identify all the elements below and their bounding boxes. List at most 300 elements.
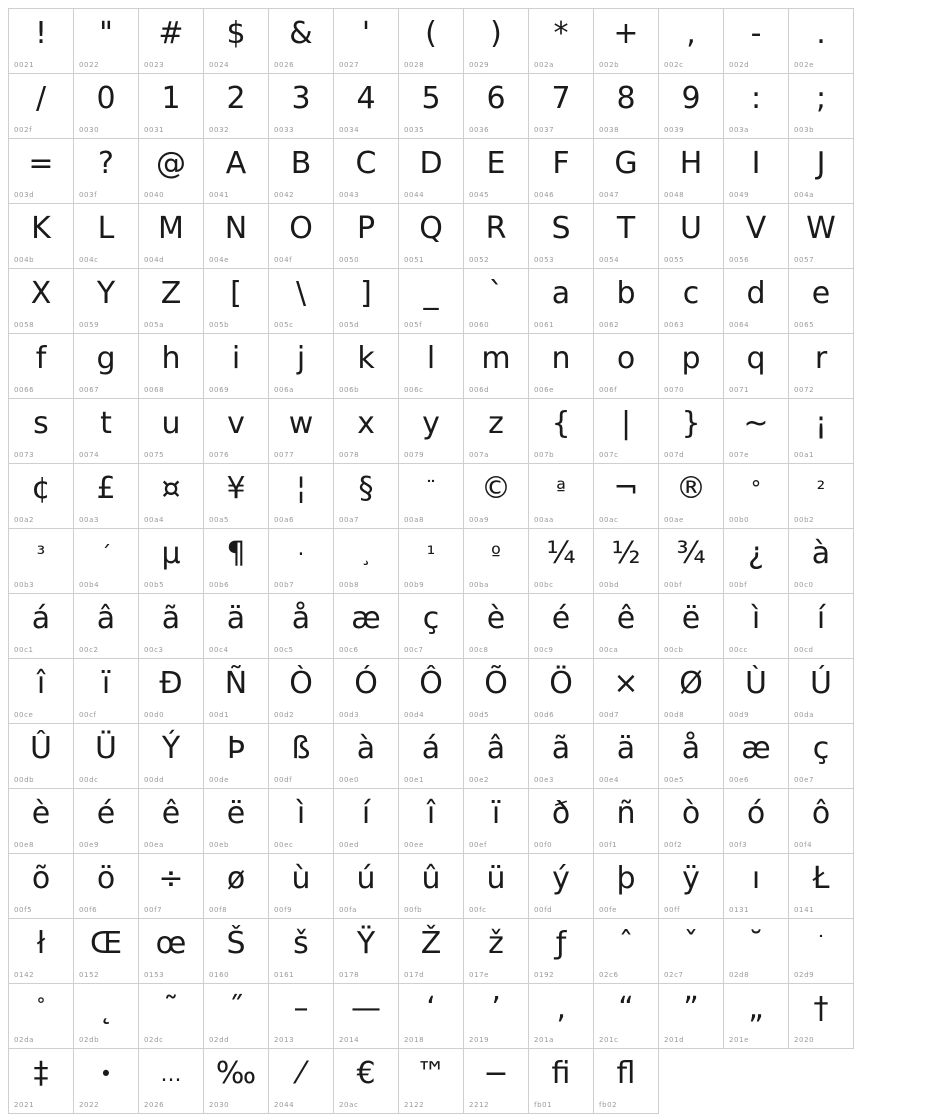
glyph-cell[interactable] [204, 269, 269, 334]
glyph-cell[interactable] [139, 399, 204, 464]
glyph-cell[interactable] [334, 334, 399, 399]
glyph-cell[interactable] [594, 9, 659, 74]
glyph-cell[interactable] [529, 399, 594, 464]
glyph-cell[interactable] [724, 854, 789, 919]
glyph-cell[interactable] [529, 854, 594, 919]
glyph-cell[interactable] [529, 659, 594, 724]
glyph-cell[interactable] [594, 724, 659, 789]
glyph-cell[interactable] [139, 464, 204, 529]
glyph-codepoint: 003d [14, 191, 35, 199]
glyph-cell[interactable] [659, 529, 724, 594]
glyph-cell[interactable] [204, 659, 269, 724]
glyph-cell[interactable] [789, 204, 854, 269]
glyph-cell[interactable] [74, 334, 139, 399]
glyph-codepoint: 00aa [534, 516, 554, 524]
glyph-cell[interactable] [789, 74, 854, 139]
glyph-cell[interactable] [594, 594, 659, 659]
glyph-cell[interactable] [204, 464, 269, 529]
glyph-cell[interactable] [659, 9, 724, 74]
glyph-cell[interactable] [659, 139, 724, 204]
glyph-cell[interactable] [464, 464, 529, 529]
glyph-codepoint: 00e1 [404, 776, 425, 784]
glyph-cell[interactable] [594, 529, 659, 594]
glyph-cell[interactable] [334, 594, 399, 659]
glyph-cell[interactable] [464, 594, 529, 659]
glyph-cell[interactable] [724, 334, 789, 399]
glyph-cell[interactable] [399, 594, 464, 659]
glyph-codepoint: 02db [79, 1036, 100, 1044]
glyph-codepoint: 0021 [14, 61, 35, 69]
glyph-cell[interactable] [139, 594, 204, 659]
glyph-cell[interactable] [139, 789, 204, 854]
glyph-cell[interactable] [269, 659, 334, 724]
glyph-cell[interactable] [399, 919, 464, 984]
glyph-cell[interactable] [529, 464, 594, 529]
glyph-cell[interactable] [139, 724, 204, 789]
glyph-cell[interactable] [204, 1049, 269, 1114]
glyph-cell[interactable] [269, 724, 334, 789]
glyph-cell[interactable] [74, 9, 139, 74]
glyph-cell[interactable] [399, 789, 464, 854]
glyph-cell[interactable] [789, 269, 854, 334]
glyph-cell[interactable] [529, 984, 594, 1049]
glyph-cell[interactable] [464, 334, 529, 399]
glyph-cell[interactable] [399, 269, 464, 334]
glyph-cell[interactable] [464, 854, 529, 919]
glyph-character: x [357, 406, 375, 441]
glyph-cell[interactable] [334, 74, 399, 139]
glyph-cell[interactable] [464, 74, 529, 139]
glyph-cell[interactable] [9, 529, 74, 594]
glyph-codepoint: 02da [14, 1036, 35, 1044]
glyph-cell[interactable] [464, 269, 529, 334]
glyph-cell[interactable] [74, 724, 139, 789]
glyph-cell[interactable] [74, 139, 139, 204]
glyph-character: ì [751, 601, 761, 636]
glyph-cell[interactable] [399, 139, 464, 204]
glyph-character: † [813, 991, 829, 1026]
glyph-character: Ó [354, 666, 378, 701]
glyph-cell[interactable] [594, 854, 659, 919]
glyph-character: T [616, 211, 636, 246]
glyph-character: Õ [484, 666, 508, 701]
glyph-cell[interactable] [9, 139, 74, 204]
glyph-cell[interactable] [594, 139, 659, 204]
glyph-cell[interactable] [724, 594, 789, 659]
glyph-cell[interactable] [269, 789, 334, 854]
glyph-cell[interactable] [724, 984, 789, 1049]
glyph-cell[interactable] [9, 334, 74, 399]
glyph-cell[interactable] [74, 74, 139, 139]
glyph-character: I [751, 146, 761, 181]
glyph-cell[interactable] [204, 919, 269, 984]
glyph-codepoint: 0042 [274, 191, 295, 199]
glyph-cell[interactable] [659, 399, 724, 464]
glyph-cell[interactable] [789, 789, 854, 854]
glyph-cell[interactable] [139, 269, 204, 334]
glyph-cell[interactable] [659, 919, 724, 984]
glyph-cell[interactable] [789, 919, 854, 984]
glyph-codepoint: 00e6 [729, 776, 750, 784]
glyph-cell[interactable] [269, 984, 334, 1049]
glyph-cell[interactable] [529, 139, 594, 204]
glyph-cell[interactable] [724, 9, 789, 74]
glyph-codepoint: 0068 [144, 386, 165, 394]
glyph-character: ï [101, 666, 111, 701]
glyph-character: ª [556, 477, 566, 501]
glyph-cell[interactable] [659, 724, 724, 789]
glyph-cell[interactable] [334, 269, 399, 334]
glyph-cell[interactable] [724, 204, 789, 269]
glyph-cell[interactable] [269, 74, 334, 139]
glyph-cell[interactable] [269, 854, 334, 919]
glyph-character: í [816, 601, 826, 636]
glyph-codepoint: 00c7 [404, 646, 424, 654]
glyph-cell[interactable] [594, 984, 659, 1049]
glyph-character: á [421, 731, 441, 766]
glyph-codepoint: 005b [209, 321, 230, 329]
glyph-cell[interactable] [139, 9, 204, 74]
glyph-codepoint: 0052 [469, 256, 490, 264]
glyph-codepoint: 0079 [404, 451, 425, 459]
glyph-cell[interactable] [724, 529, 789, 594]
glyph-codepoint: 0049 [729, 191, 750, 199]
glyph-character: F [552, 146, 570, 181]
glyph-cell[interactable] [659, 74, 724, 139]
glyph-cell[interactable] [529, 724, 594, 789]
glyph-cell[interactable] [464, 789, 529, 854]
glyph-cell[interactable] [204, 529, 269, 594]
glyph-character: \ [295, 276, 307, 311]
glyph-character: Ð [159, 666, 183, 701]
glyph-cell[interactable] [204, 334, 269, 399]
glyph-codepoint: 0160 [209, 971, 230, 979]
glyph-cell[interactable] [334, 9, 399, 74]
glyph-cell[interactable] [659, 789, 724, 854]
glyph-cell[interactable] [204, 74, 269, 139]
glyph-cell[interactable] [724, 139, 789, 204]
glyph-cell[interactable] [529, 529, 594, 594]
glyph-cell[interactable] [594, 334, 659, 399]
glyph-cell[interactable] [139, 919, 204, 984]
glyph-character: × [613, 666, 639, 701]
glyph-cell[interactable] [139, 204, 204, 269]
glyph-character: ½ [611, 536, 641, 571]
glyph-cell[interactable] [529, 919, 594, 984]
glyph-cell[interactable] [9, 1049, 74, 1114]
glyph-codepoint: 201e [729, 1036, 750, 1044]
glyph-cell[interactable] [9, 659, 74, 724]
glyph-character: Z [160, 276, 182, 311]
glyph-codepoint: 00c8 [469, 646, 489, 654]
glyph-cell[interactable] [269, 1049, 334, 1114]
glyph-cell[interactable] [9, 399, 74, 464]
glyph-cell[interactable] [9, 594, 74, 659]
glyph-codepoint: 0030 [79, 126, 100, 134]
glyph-cell[interactable] [269, 204, 334, 269]
glyph-cell[interactable] [399, 9, 464, 74]
glyph-codepoint: 007a [469, 451, 490, 459]
glyph-character: ” [683, 991, 699, 1026]
glyph-character: £ [96, 471, 116, 506]
glyph-cell[interactable] [659, 984, 724, 1049]
glyph-cell[interactable] [204, 984, 269, 1049]
glyph-cell[interactable] [334, 1049, 399, 1114]
glyph-cell[interactable] [9, 204, 74, 269]
glyph-character: ¼ [546, 536, 576, 571]
glyph-cell[interactable] [789, 659, 854, 724]
glyph-cell[interactable] [789, 9, 854, 74]
glyph-codepoint: 00d0 [144, 711, 165, 719]
glyph-character: ﬂ [616, 1056, 636, 1091]
glyph-cell[interactable] [464, 204, 529, 269]
glyph-character: ³ [36, 542, 46, 566]
glyph-cell[interactable] [724, 74, 789, 139]
glyph-cell[interactable] [399, 854, 464, 919]
glyph-codepoint: 0036 [469, 126, 490, 134]
glyph-cell[interactable] [529, 9, 594, 74]
glyph-character: ‡ [33, 1056, 49, 1091]
glyph-character: = [28, 146, 54, 181]
glyph-cell[interactable] [659, 269, 724, 334]
glyph-cell[interactable] [789, 464, 854, 529]
glyph-cell[interactable] [789, 334, 854, 399]
glyph-cell[interactable] [529, 204, 594, 269]
glyph-cell[interactable] [594, 659, 659, 724]
glyph-cell[interactable] [789, 529, 854, 594]
glyph-cell[interactable] [399, 1049, 464, 1114]
glyph-cell[interactable] [204, 789, 269, 854]
glyph-cell[interactable] [9, 919, 74, 984]
glyph-cell[interactable] [529, 594, 594, 659]
glyph-cell[interactable] [464, 399, 529, 464]
glyph-codepoint: 00ac [599, 516, 619, 524]
glyph-cell[interactable] [9, 854, 74, 919]
glyph-cell[interactable] [74, 269, 139, 334]
glyph-cell[interactable] [659, 854, 724, 919]
glyph-cell[interactable] [269, 269, 334, 334]
glyph-cell[interactable] [269, 334, 334, 399]
glyph-cell[interactable] [204, 724, 269, 789]
glyph-cell[interactable] [464, 659, 529, 724]
glyph-cell[interactable] [269, 399, 334, 464]
glyph-cell[interactable] [724, 659, 789, 724]
glyph-cell[interactable] [139, 529, 204, 594]
glyph-cell[interactable] [334, 399, 399, 464]
glyph-character: 6 [486, 81, 506, 116]
glyph-cell[interactable] [724, 789, 789, 854]
glyph-cell[interactable] [9, 724, 74, 789]
glyph-cell[interactable] [659, 334, 724, 399]
glyph-cell[interactable] [659, 659, 724, 724]
glyph-cell[interactable] [594, 789, 659, 854]
glyph-codepoint: 0034 [339, 126, 360, 134]
glyph-cell[interactable] [789, 594, 854, 659]
glyph-cell[interactable] [529, 74, 594, 139]
glyph-cell[interactable] [139, 1049, 204, 1114]
glyph-cell[interactable] [594, 464, 659, 529]
glyph-cell[interactable] [9, 984, 74, 1049]
glyph-cell[interactable] [74, 789, 139, 854]
glyph-codepoint: 0026 [274, 61, 295, 69]
glyph-cell[interactable] [724, 399, 789, 464]
glyph-character: ˆ [618, 926, 634, 961]
glyph-cell[interactable] [204, 854, 269, 919]
glyph-cell[interactable] [139, 854, 204, 919]
glyph-cell[interactable] [269, 529, 334, 594]
glyph-character: i [231, 341, 241, 376]
glyph-character: Š [226, 926, 246, 961]
glyph-cell[interactable] [789, 724, 854, 789]
glyph-cell[interactable] [204, 9, 269, 74]
glyph-cell[interactable] [789, 399, 854, 464]
glyph-cell[interactable] [724, 464, 789, 529]
glyph-cell[interactable] [594, 1049, 659, 1114]
glyph-cell[interactable] [334, 724, 399, 789]
glyph-cell[interactable] [269, 919, 334, 984]
glyph-codepoint: 0072 [794, 386, 815, 394]
glyph-codepoint: 0059 [79, 321, 100, 329]
glyph-cell[interactable] [334, 139, 399, 204]
glyph-cell[interactable] [139, 659, 204, 724]
glyph-cell[interactable] [74, 919, 139, 984]
glyph-cell[interactable] [269, 9, 334, 74]
glyph-cell[interactable] [9, 269, 74, 334]
glyph-cell[interactable] [74, 204, 139, 269]
glyph-cell[interactable] [464, 529, 529, 594]
glyph-codepoint: 00db [14, 776, 35, 784]
glyph-character: @ [156, 146, 186, 181]
glyph-cell[interactable] [464, 724, 529, 789]
glyph-codepoint: 02dd [209, 1036, 230, 1044]
glyph-cell[interactable] [334, 919, 399, 984]
glyph-codepoint: 0141 [794, 906, 815, 914]
glyph-codepoint: 00e8 [14, 841, 35, 849]
glyph-codepoint: 007d [664, 451, 685, 459]
glyph-cell[interactable] [74, 659, 139, 724]
glyph-cell[interactable] [399, 464, 464, 529]
glyph-character: ˇ [683, 926, 699, 961]
glyph-cell[interactable] [529, 334, 594, 399]
glyph-cell[interactable] [399, 984, 464, 1049]
glyph-cell[interactable] [74, 1049, 139, 1114]
glyph-cell[interactable] [9, 789, 74, 854]
glyph-cell[interactable] [594, 919, 659, 984]
glyph-cell[interactable] [139, 74, 204, 139]
glyph-cell[interactable] [269, 139, 334, 204]
glyph-cell[interactable] [139, 984, 204, 1049]
glyph-cell[interactable] [334, 204, 399, 269]
glyph-cell[interactable] [204, 204, 269, 269]
glyph-codepoint: 0056 [729, 256, 750, 264]
glyph-character: a [551, 276, 571, 311]
glyph-cell[interactable] [594, 399, 659, 464]
glyph-codepoint: 0142 [14, 971, 35, 979]
glyph-cell[interactable] [594, 204, 659, 269]
glyph-codepoint: 00f8 [209, 906, 228, 914]
glyph-cell[interactable] [789, 854, 854, 919]
glyph-cell[interactable] [139, 139, 204, 204]
glyph-cell[interactable] [594, 269, 659, 334]
glyph-cell[interactable] [724, 919, 789, 984]
glyph-character: o [616, 341, 636, 376]
glyph-codepoint: 00f6 [79, 906, 98, 914]
glyph-cell[interactable] [204, 399, 269, 464]
glyph-cell[interactable] [334, 854, 399, 919]
glyph-cell[interactable] [74, 594, 139, 659]
glyph-cell[interactable] [464, 9, 529, 74]
glyph-codepoint: 201c [599, 1036, 619, 1044]
glyph-character: A [225, 146, 247, 181]
glyph-cell[interactable] [399, 204, 464, 269]
glyph-cell[interactable] [269, 594, 334, 659]
glyph-codepoint: 00a9 [469, 516, 490, 524]
glyph-cell[interactable] [204, 139, 269, 204]
glyph-cell[interactable] [334, 789, 399, 854]
glyph-cell[interactable] [529, 269, 594, 334]
glyph-cell[interactable] [594, 74, 659, 139]
glyph-cell[interactable] [399, 724, 464, 789]
glyph-codepoint: 0071 [729, 386, 750, 394]
glyph-cell[interactable] [139, 334, 204, 399]
glyph-cell[interactable] [659, 594, 724, 659]
glyph-codepoint: 00df [274, 776, 293, 784]
glyph-cell[interactable] [399, 399, 464, 464]
glyph-cell[interactable] [399, 334, 464, 399]
glyph-cell[interactable] [464, 984, 529, 1049]
glyph-cell[interactable] [724, 269, 789, 334]
glyph-cell[interactable] [464, 919, 529, 984]
glyph-cell[interactable] [74, 529, 139, 594]
glyph-cell[interactable] [399, 74, 464, 139]
glyph-cell[interactable] [724, 724, 789, 789]
glyph-codepoint: 0051 [404, 256, 425, 264]
glyph-cell[interactable] [789, 984, 854, 1049]
glyph-cell[interactable] [334, 659, 399, 724]
glyph-codepoint: 2014 [339, 1036, 360, 1044]
glyph-cell[interactable] [334, 984, 399, 1049]
glyph-cell[interactable] [529, 789, 594, 854]
glyph-cell[interactable] [9, 464, 74, 529]
glyph-cell[interactable] [269, 464, 334, 529]
glyph-codepoint: 0065 [794, 321, 815, 329]
glyph-codepoint: 00e7 [794, 776, 815, 784]
glyph-cell[interactable] [74, 464, 139, 529]
glyph-cell[interactable] [464, 1049, 529, 1114]
glyph-cell[interactable] [399, 659, 464, 724]
glyph-cell[interactable] [789, 139, 854, 204]
glyph-cell[interactable] [334, 464, 399, 529]
glyph-cell[interactable] [9, 9, 74, 74]
glyph-cell[interactable] [529, 1049, 594, 1114]
glyph-character: ž [488, 926, 504, 961]
glyph-cell[interactable] [464, 139, 529, 204]
glyph-cell[interactable] [74, 984, 139, 1049]
glyph-character: 1 [161, 81, 181, 116]
glyph-cell[interactable] [334, 529, 399, 594]
glyph-codepoint: 00e2 [469, 776, 490, 784]
glyph-cell[interactable] [74, 399, 139, 464]
glyph-cell[interactable] [204, 594, 269, 659]
glyph-codepoint: 0064 [729, 321, 750, 329]
glyph-cell[interactable] [659, 464, 724, 529]
glyph-character: ý [552, 861, 570, 896]
glyph-cell[interactable] [9, 74, 74, 139]
glyph-cell[interactable] [659, 204, 724, 269]
glyph-codepoint: 0076 [209, 451, 230, 459]
glyph-cell[interactable] [399, 529, 464, 594]
glyph-cell[interactable] [74, 854, 139, 919]
